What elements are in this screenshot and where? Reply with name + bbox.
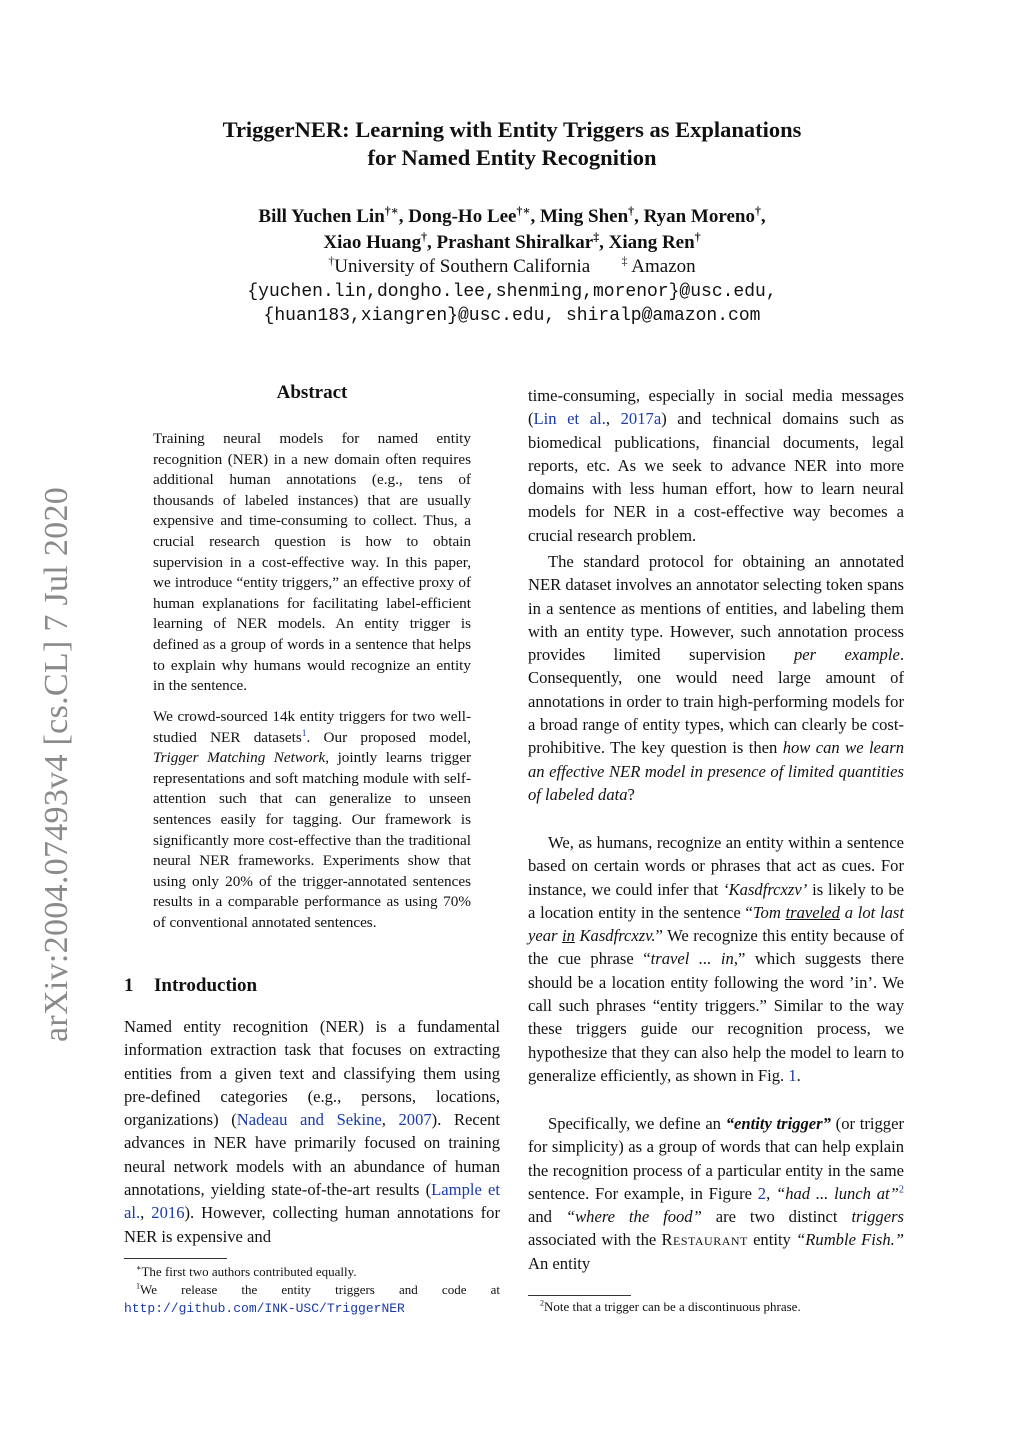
citation-lin[interactable]: Lin et al. <box>533 409 606 429</box>
author-line-1 <box>140 204 884 230</box>
body-text: . <box>796 1065 801 1085</box>
citation-year[interactable]: 2007 <box>398 1110 432 1130</box>
body-text: ) and technical domains such as biomedical publications, financial documents, legal reports, etc. As we seek to advance NER into more domains with less human effort, how to learn neural models for NER in a cost-effective way becomes a crucial research problem. <box>528 409 904 545</box>
footnote-text: We release the entity triggers and code at <box>140 1282 500 1297</box>
body-text: ? <box>627 784 635 804</box>
trigger-word: traveled <box>785 902 840 922</box>
footnote-ref-1[interactable]: 1 <box>301 728 307 739</box>
footnote-mark: 1 <box>136 1281 141 1291</box>
emphasis: triggers <box>851 1207 904 1227</box>
citation-nadeau[interactable]: Nadeau and Sekine <box>236 1110 382 1130</box>
author-line-2 <box>140 230 884 256</box>
author-mark: † <box>628 204 635 218</box>
emphasis: Kasdfrcxzv. <box>574 926 656 946</box>
section-title: Introduction <box>154 975 258 996</box>
author-name: Bill Yuchen Lin <box>258 206 385 227</box>
body-text: is likely to be a location entity in the sentence “ <box>528 879 904 922</box>
author-mark: ∗ <box>390 204 399 218</box>
abstract-heading: Abstract <box>276 382 348 403</box>
citation-lample[interactable]: Lample et al. <box>124 1180 501 1223</box>
author-mark: † <box>754 204 761 218</box>
email-line-1: {yuchen.lin,dongho.lee,shenming,morenor}@usc.edu, <box>247 282 777 302</box>
body-text: entity <box>747 1230 797 1250</box>
body-text: Named entity recognition (NER) is a fundamental information extraction task that focuses on extracting entities from a given text and classifying them using pre-defined categories (e.g., persons, locations, organizations) ( <box>124 1017 500 1130</box>
emphasis: “entity trigger” <box>725 1114 831 1133</box>
abstract-paragraph-1: Training neural models for named entity recognition (NER) in a new domain often requires additional human annotations (e.g., tens of thousands of labeled instances) that are usually expensive and time-consuming to collect. Thus, a crucial research question is how to obtain supervision in a cost-effective way. In this paper, we introduce “entity triggers,” an effective proxy of human explanations for facilitating label-efficient learning of NER models. An entity trigger is defined as a group of words in a sentence that helps to explain why humans would recognize an entity in the sentence. <box>153 430 471 695</box>
citation-year[interactable]: 2016 <box>151 1203 185 1223</box>
abstract-paragraph-2 <box>153 707 471 934</box>
body-text: An entity <box>528 1253 591 1273</box>
author-separator: , <box>530 206 540 227</box>
body-text: , <box>140 1203 152 1223</box>
body-text: ,” which suggests there should be a location entity following the word ’in’. We call such phrases “entity triggers.” Similar to the way these triggers guide our recognition process, we hypothesize that they can also help the model to learn to generalize efficiently, as shown in Fig. <box>528 949 904 1085</box>
body-text: . Consequently, one would need large amount of annotations in order to train high-performing models for a broad range of entity types, which can clearly be cost-prohibitive. The key question is then <box>528 645 904 758</box>
author-separator: , <box>760 206 766 227</box>
footnote-mark: 2 <box>540 1298 545 1308</box>
paper-title <box>150 116 874 172</box>
author-name: Ryan Moreno <box>643 206 755 227</box>
footnote-rule <box>528 1295 631 1296</box>
code-repository-link[interactable]: http://github.com/INK-USC/TriggerNER <box>124 1300 405 1316</box>
body-text: , <box>766 1183 776 1203</box>
affiliation-amazon: Amazon <box>631 256 696 277</box>
author-emails <box>140 280 884 328</box>
footnote-equal-contribution <box>124 1263 500 1281</box>
email-line-2: {huan183,xiangren}@usc.edu, shiralp@amazon.com <box>263 306 761 326</box>
right-paragraph-1 <box>528 384 904 547</box>
footnote-rule <box>124 1258 227 1259</box>
author-mark: † <box>421 230 427 244</box>
author-name: Xiao Huang <box>323 232 422 253</box>
affiliation-usc: University of Southern California <box>334 256 591 277</box>
body-text: We, as humans, recognize an entity within a sentence based on certain words or phrases that act as cues. For instance, we could infer that <box>528 833 904 899</box>
abstract-text: , jointly learns trigger representations and soft matching module with self-attention such that can generalize to unseen sentences easily for tagging. Our framework is significantly more cost-effective than the traditional neural NER frameworks. Experiments show that using only 20% of the trigger-annotated sentences results in a comparable performance as using 70% of conventional annotated sentences. <box>153 749 472 931</box>
author-separator: , <box>398 206 409 227</box>
footnote-discontinuous-phrase <box>528 1298 904 1316</box>
trigger-word: in <box>562 926 575 946</box>
footnote-text: The first two authors contributed equally. <box>141 1264 357 1279</box>
body-text: ” We recognize this entity because of the cue phrase “ <box>528 926 904 969</box>
body-text: time-consuming, especially in social media messages ( <box>528 386 904 429</box>
footnote-ref-2[interactable]: 2 <box>898 1184 905 1196</box>
author-mark: ‡ <box>593 230 600 244</box>
author-mark: †∗ <box>516 204 531 218</box>
title-line-2: for Named Entity Recognition <box>367 145 657 170</box>
section-heading-introduction <box>124 975 257 997</box>
author-name: Prashant Shiralkar <box>436 232 594 253</box>
title-line-1: TriggerNER: Learning with Entity Triggers as Explanations <box>222 117 802 142</box>
body-text: ). However, collecting human annotations for NER is expensive and <box>124 1203 500 1246</box>
emphasis: “where the food” <box>565 1207 702 1227</box>
body-text: are two distinct <box>701 1207 852 1227</box>
abstract-text: . Our proposed model, <box>306 728 472 746</box>
body-text: associated with the <box>528 1230 662 1250</box>
section-number: 1 <box>124 975 134 996</box>
affiliation-mark: † <box>328 254 335 268</box>
author-name: Ming Shen <box>540 206 629 227</box>
right-paragraph-4 <box>528 1112 904 1275</box>
arxiv-identifier: arXiv:2004.07493v4 [cs.CL] 7 Jul 2020 <box>38 486 75 1042</box>
citation-year[interactable]: 2017a <box>620 409 662 429</box>
author-name: Dong-Ho Lee <box>408 206 517 227</box>
body-text: and <box>528 1207 566 1227</box>
figure-ref-2[interactable]: 2 <box>757 1183 767 1203</box>
author-separator: , <box>634 206 644 227</box>
author-mark: † <box>694 230 701 244</box>
right-paragraph-2 <box>528 550 904 806</box>
author-list <box>140 204 884 256</box>
emphasis: travel ... in <box>650 949 734 969</box>
body-text: , <box>381 1110 399 1130</box>
emphasis: “Rumble Fish.” <box>796 1230 904 1250</box>
affiliation-mark: ‡ <box>621 254 628 268</box>
footnote-code-release <box>124 1281 500 1317</box>
author-separator: , <box>599 232 609 253</box>
footnote-text: Note that a trigger can be a discontinuous phrase. <box>544 1299 801 1314</box>
affiliations <box>140 255 884 279</box>
author-name: Xiang Ren <box>608 232 695 253</box>
body-text: Specifically, we define an <box>548 1114 726 1133</box>
emphasis: how can we learn an effective NER model in presence of limited quantities of labeled data <box>528 738 904 804</box>
author-mark: † <box>384 204 391 218</box>
right-paragraph-3 <box>528 831 904 1087</box>
emphasis: ‘Kasdfrcxzv’ <box>723 879 808 899</box>
body-text: ). Recent advances in NER have primarily focused on training neural network models with an abundance of human annotations, yielding state-of-the-art results ( <box>124 1110 501 1200</box>
author-separator: , <box>426 232 437 253</box>
body-text: The standard protocol for obtaining an annotated NER dataset involves an annotator selecting token spans in a sentence as mentions of entities, and labeling them with an entity type. However, such annotation process provides limited supervision <box>528 552 904 665</box>
emphasis: per example <box>793 645 900 665</box>
model-name: Trigger Matching Network <box>153 749 326 767</box>
intro-paragraph-1 <box>124 1015 500 1248</box>
body-text: , <box>605 409 621 429</box>
abstract-text: We crowd-sourced 14k entity triggers for two well-studied NER datasets <box>153 708 471 746</box>
body-text: (or trigger for simplicity) as a group of words that can help explain the recognition process of a particular entity in the same sentence. For example, in Figure <box>528 1114 904 1203</box>
entity-type: Restaurant <box>661 1230 748 1250</box>
figure-ref-1[interactable]: 1 <box>788 1065 797 1085</box>
emphasis: Tom <box>752 902 786 922</box>
footnote-mark: ∗ <box>136 1263 142 1273</box>
emphasis: “had ... lunch at” <box>775 1183 899 1203</box>
emphasis: a lot last year <box>528 902 904 946</box>
